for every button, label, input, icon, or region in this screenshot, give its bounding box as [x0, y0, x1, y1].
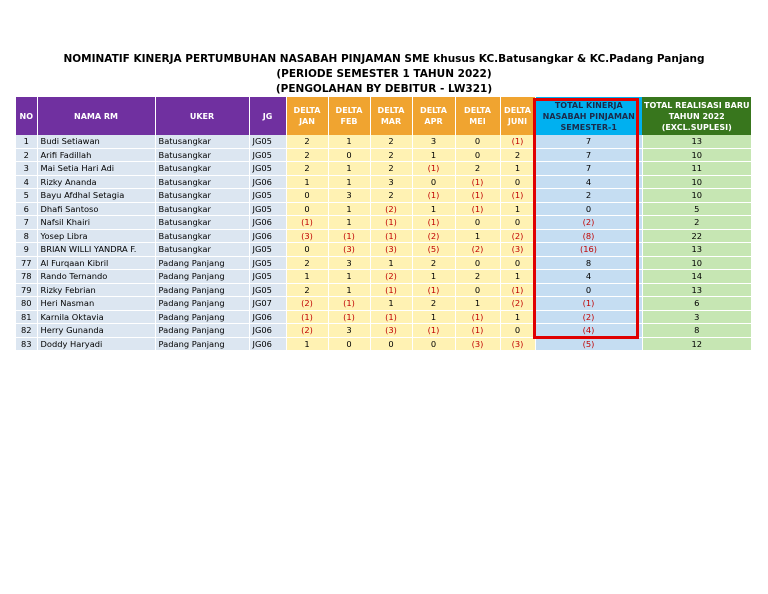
cell-total-kinerja: (5)	[535, 337, 642, 351]
table-row	[16, 310, 751, 324]
cell-delta-apr: (5)	[412, 243, 455, 257]
cell-nama-rm: Mai Setia Hari Adi	[37, 162, 155, 176]
cell-nama-rm: Rizky Ananda	[37, 175, 155, 189]
cell-no: 1	[16, 135, 37, 148]
cell-total-kinerja: 7	[535, 135, 642, 148]
cell-delta-apr: 2	[412, 297, 455, 311]
cell-delta-feb: 1	[328, 216, 370, 230]
cell-delta-mei: 2	[455, 162, 500, 176]
header-delta-jan: DELTA JAN	[286, 97, 328, 135]
cell-delta-mar: (1)	[370, 229, 412, 243]
cell-jg: JG05	[249, 202, 286, 216]
cell-delta-feb: (1)	[328, 310, 370, 324]
table-row	[16, 162, 751, 176]
header-jg: JG	[249, 97, 286, 135]
cell-delta-apr: (1)	[412, 216, 455, 230]
cell-total-realisasi: 2	[642, 216, 751, 230]
cell-total-realisasi: 3	[642, 310, 751, 324]
cell-total-kinerja: (16)	[535, 243, 642, 257]
cell-no: 3	[16, 162, 37, 176]
cell-uker: Padang Panjang	[155, 324, 249, 338]
cell-delta-juni: 1	[500, 162, 535, 176]
cell-nama-rm: Heri Nasman	[37, 297, 155, 311]
table-row	[16, 337, 751, 351]
header-total-kinerja: TOTAL KINERJA NASABAH PINJAMAN SEMESTER-1	[535, 97, 642, 135]
cell-delta-mar: 0	[370, 337, 412, 351]
cell-delta-juni: (2)	[500, 229, 535, 243]
cell-delta-jan: 0	[286, 189, 328, 203]
cell-no: 77	[16, 256, 37, 270]
cell-delta-mei: 2	[455, 270, 500, 284]
cell-total-kinerja: 4	[535, 175, 642, 189]
cell-uker: Batusangkar	[155, 162, 249, 176]
cell-delta-mei: (1)	[455, 189, 500, 203]
cell-uker: Batusangkar	[155, 243, 249, 257]
cell-delta-mar: 2	[370, 148, 412, 162]
table-row	[16, 324, 751, 338]
cell-delta-apr: 1	[412, 310, 455, 324]
cell-delta-juni: (3)	[500, 243, 535, 257]
table-row	[16, 202, 751, 216]
cell-total-realisasi: 10	[642, 256, 751, 270]
table-row	[16, 216, 751, 230]
cell-delta-mar: 2	[370, 162, 412, 176]
cell-delta-jan: (1)	[286, 310, 328, 324]
cell-jg: JG05	[249, 243, 286, 257]
cell-jg: JG05	[249, 283, 286, 297]
cell-no: 9	[16, 243, 37, 257]
cell-delta-feb: (3)	[328, 243, 370, 257]
header-delta-mei: DELTA MEI	[455, 97, 500, 135]
cell-total-kinerja: 4	[535, 270, 642, 284]
table-row	[16, 256, 751, 270]
cell-total-kinerja: (4)	[535, 324, 642, 338]
cell-delta-feb: 1	[328, 270, 370, 284]
cell-jg: JG06	[249, 216, 286, 230]
cell-nama-rm: Al Furqaan Kibril	[37, 256, 155, 270]
cell-nama-rm: BRIAN WILLI YANDRA F.	[37, 243, 155, 257]
cell-jg: JG06	[249, 337, 286, 351]
cell-no: 78	[16, 270, 37, 284]
table-row	[16, 148, 751, 162]
cell-total-realisasi: 13	[642, 283, 751, 297]
cell-delta-juni: 2	[500, 148, 535, 162]
cell-delta-jan: 2	[286, 148, 328, 162]
cell-delta-juni: (1)	[500, 283, 535, 297]
cell-delta-apr: 2	[412, 256, 455, 270]
table-row	[16, 283, 751, 297]
cell-delta-mei: (1)	[455, 175, 500, 189]
cell-jg: JG07	[249, 297, 286, 311]
cell-delta-apr: (1)	[412, 189, 455, 203]
cell-delta-apr: 1	[412, 270, 455, 284]
cell-total-kinerja: 0	[535, 283, 642, 297]
report-period: (PERIODE SEMESTER 1 TAHUN 2022)	[276, 68, 492, 80]
cell-total-realisasi: 10	[642, 189, 751, 203]
cell-delta-jan: 2	[286, 162, 328, 176]
cell-nama-rm: Budi Setiawan	[37, 135, 155, 148]
cell-uker: Batusangkar	[155, 175, 249, 189]
cell-no: 5	[16, 189, 37, 203]
cell-nama-rm: Doddy Haryadi	[37, 337, 155, 351]
cell-delta-jan: 1	[286, 337, 328, 351]
cell-uker: Batusangkar	[155, 202, 249, 216]
cell-uker: Padang Panjang	[155, 283, 249, 297]
cell-total-kinerja: 7	[535, 162, 642, 176]
cell-delta-apr: 0	[412, 175, 455, 189]
cell-delta-mei: 0	[455, 256, 500, 270]
cell-total-realisasi: 14	[642, 270, 751, 284]
cell-delta-mar: (2)	[370, 202, 412, 216]
table-row	[16, 189, 751, 203]
cell-delta-feb: 0	[328, 337, 370, 351]
cell-nama-rm: Yosep Libra	[37, 229, 155, 243]
cell-delta-apr: 1	[412, 148, 455, 162]
cell-total-kinerja: 7	[535, 148, 642, 162]
cell-jg: JG06	[249, 324, 286, 338]
cell-jg: JG06	[249, 229, 286, 243]
cell-nama-rm: Rando Ternando	[37, 270, 155, 284]
cell-delta-feb: 0	[328, 148, 370, 162]
cell-total-realisasi: 13	[642, 243, 751, 257]
table-row	[16, 270, 751, 284]
cell-total-kinerja: 2	[535, 189, 642, 203]
cell-total-kinerja: 8	[535, 256, 642, 270]
cell-delta-feb: 1	[328, 135, 370, 148]
cell-delta-feb: 3	[328, 324, 370, 338]
cell-jg: JG06	[249, 310, 286, 324]
cell-delta-juni: 0	[500, 256, 535, 270]
cell-delta-apr: (1)	[412, 162, 455, 176]
cell-no: 83	[16, 337, 37, 351]
report-source: (PENGOLAHAN BY DEBITUR - LW321)	[275, 83, 493, 95]
cell-no: 6	[16, 202, 37, 216]
cell-uker: Padang Panjang	[155, 337, 249, 351]
cell-delta-apr: (2)	[412, 229, 455, 243]
table-row	[16, 135, 751, 148]
cell-delta-juni: 1	[500, 270, 535, 284]
report-title: NOMINATIF KINERJA PERTUMBUHAN NASABAH PINJAMAN SME khusus KC.Batusangkar & KC.Padang Panjang	[63, 53, 705, 65]
cell-delta-mei: 0	[455, 148, 500, 162]
cell-delta-mar: 1	[370, 297, 412, 311]
cell-total-kinerja: (8)	[535, 229, 642, 243]
table-row	[16, 297, 751, 311]
cell-total-realisasi: 10	[642, 148, 751, 162]
cell-delta-mar: 3	[370, 175, 412, 189]
cell-delta-juni: (1)	[500, 135, 535, 148]
cell-delta-mei: (1)	[455, 202, 500, 216]
cell-no: 8	[16, 229, 37, 243]
cell-delta-mei: 1	[455, 229, 500, 243]
cell-delta-apr: (1)	[412, 324, 455, 338]
header-no: NO	[16, 97, 37, 135]
cell-no: 79	[16, 283, 37, 297]
cell-total-kinerja: 0	[535, 202, 642, 216]
cell-delta-mei: 0	[455, 216, 500, 230]
header-delta-apr: DELTA APR	[412, 97, 455, 135]
cell-delta-juni: 1	[500, 310, 535, 324]
cell-total-realisasi: 22	[642, 229, 751, 243]
cell-delta-jan: 2	[286, 135, 328, 148]
cell-uker: Batusangkar	[155, 229, 249, 243]
cell-delta-juni: 0	[500, 175, 535, 189]
cell-nama-rm: Rizky Febrian	[37, 283, 155, 297]
cell-total-realisasi: 12	[642, 337, 751, 351]
cell-delta-feb: 1	[328, 175, 370, 189]
cell-delta-jan: 1	[286, 270, 328, 284]
cell-delta-jan: (2)	[286, 297, 328, 311]
header-delta-feb: DELTA FEB	[328, 97, 370, 135]
cell-total-realisasi: 11	[642, 162, 751, 176]
cell-delta-juni: (1)	[500, 189, 535, 203]
cell-delta-juni: (3)	[500, 337, 535, 351]
cell-no: 82	[16, 324, 37, 338]
cell-total-kinerja: (2)	[535, 310, 642, 324]
cell-no: 4	[16, 175, 37, 189]
cell-delta-feb: 1	[328, 202, 370, 216]
cell-delta-mei: (2)	[455, 243, 500, 257]
cell-delta-apr: 1	[412, 202, 455, 216]
cell-delta-jan: 0	[286, 202, 328, 216]
cell-delta-jan: 2	[286, 256, 328, 270]
cell-no: 2	[16, 148, 37, 162]
cell-delta-jan: 2	[286, 283, 328, 297]
cell-jg: JG06	[249, 175, 286, 189]
cell-delta-mar: 2	[370, 135, 412, 148]
cell-total-realisasi: 6	[642, 297, 751, 311]
cell-delta-apr: (1)	[412, 283, 455, 297]
cell-delta-jan: 1	[286, 175, 328, 189]
cell-delta-feb: 1	[328, 162, 370, 176]
header-total-realisasi: TOTAL REALISASI BARU TAHUN 2022 (EXCL.SUPLESI)	[642, 97, 751, 135]
cell-total-realisasi: 8	[642, 324, 751, 338]
cell-total-realisasi: 5	[642, 202, 751, 216]
cell-delta-jan: (2)	[286, 324, 328, 338]
cell-delta-mar: (1)	[370, 216, 412, 230]
cell-delta-feb: (1)	[328, 229, 370, 243]
cell-delta-jan: 0	[286, 243, 328, 257]
cell-delta-juni: 0	[500, 324, 535, 338]
table-row	[16, 243, 751, 257]
cell-no: 81	[16, 310, 37, 324]
cell-delta-mar: 2	[370, 189, 412, 203]
cell-nama-rm: Bayu Afdhal Setagia	[37, 189, 155, 203]
cell-jg: JG05	[249, 135, 286, 148]
cell-uker: Padang Panjang	[155, 270, 249, 284]
cell-delta-juni: 1	[500, 202, 535, 216]
cell-jg: JG05	[249, 162, 286, 176]
cell-delta-feb: 3	[328, 189, 370, 203]
cell-uker: Batusangkar	[155, 148, 249, 162]
header-uker: UKER	[155, 97, 249, 135]
table-header-row	[16, 97, 751, 135]
cell-uker: Batusangkar	[155, 189, 249, 203]
header-nama-rm: NAMA RM	[37, 97, 155, 135]
cell-jg: JG05	[249, 256, 286, 270]
cell-delta-jan: (3)	[286, 229, 328, 243]
cell-delta-jan: (1)	[286, 216, 328, 230]
cell-delta-mar: (3)	[370, 243, 412, 257]
cell-jg: JG05	[249, 270, 286, 284]
cell-delta-juni: 0	[500, 216, 535, 230]
cell-delta-mei: (1)	[455, 324, 500, 338]
cell-delta-mei: (1)	[455, 310, 500, 324]
table-row	[16, 175, 751, 189]
header-delta-mar: DELTA MAR	[370, 97, 412, 135]
cell-delta-feb: (1)	[328, 297, 370, 311]
cell-uker: Padang Panjang	[155, 297, 249, 311]
cell-uker: Padang Panjang	[155, 256, 249, 270]
cell-delta-mar: (2)	[370, 270, 412, 284]
cell-total-realisasi: 10	[642, 175, 751, 189]
cell-jg: JG05	[249, 189, 286, 203]
cell-delta-mar: (1)	[370, 283, 412, 297]
cell-delta-juni: (2)	[500, 297, 535, 311]
cell-total-kinerja: (2)	[535, 216, 642, 230]
cell-delta-feb: 1	[328, 283, 370, 297]
cell-nama-rm: Karnila Oktavia	[37, 310, 155, 324]
cell-nama-rm: Arifi Fadillah	[37, 148, 155, 162]
cell-nama-rm: Nafsil Khairi	[37, 216, 155, 230]
kinerja-table	[16, 97, 752, 351]
cell-nama-rm: Dhafi Santoso	[37, 202, 155, 216]
cell-delta-mei: 0	[455, 135, 500, 148]
cell-total-realisasi: 13	[642, 135, 751, 148]
cell-nama-rm: Herry Gunanda	[37, 324, 155, 338]
cell-delta-mar: 1	[370, 256, 412, 270]
cell-delta-feb: 3	[328, 256, 370, 270]
cell-jg: JG05	[249, 148, 286, 162]
table-row	[16, 229, 751, 243]
cell-uker: Padang Panjang	[155, 310, 249, 324]
cell-delta-mar: (3)	[370, 324, 412, 338]
cell-delta-mei: (3)	[455, 337, 500, 351]
cell-delta-apr: 3	[412, 135, 455, 148]
cell-delta-mei: 1	[455, 297, 500, 311]
cell-uker: Batusangkar	[155, 135, 249, 148]
cell-delta-mei: 0	[455, 283, 500, 297]
cell-no: 80	[16, 297, 37, 311]
header-delta-juni: DELTA JUNI	[500, 97, 535, 135]
cell-total-kinerja: (1)	[535, 297, 642, 311]
cell-delta-mar: (1)	[370, 310, 412, 324]
cell-no: 7	[16, 216, 37, 230]
cell-delta-apr: 0	[412, 337, 455, 351]
cell-uker: Batusangkar	[155, 216, 249, 230]
